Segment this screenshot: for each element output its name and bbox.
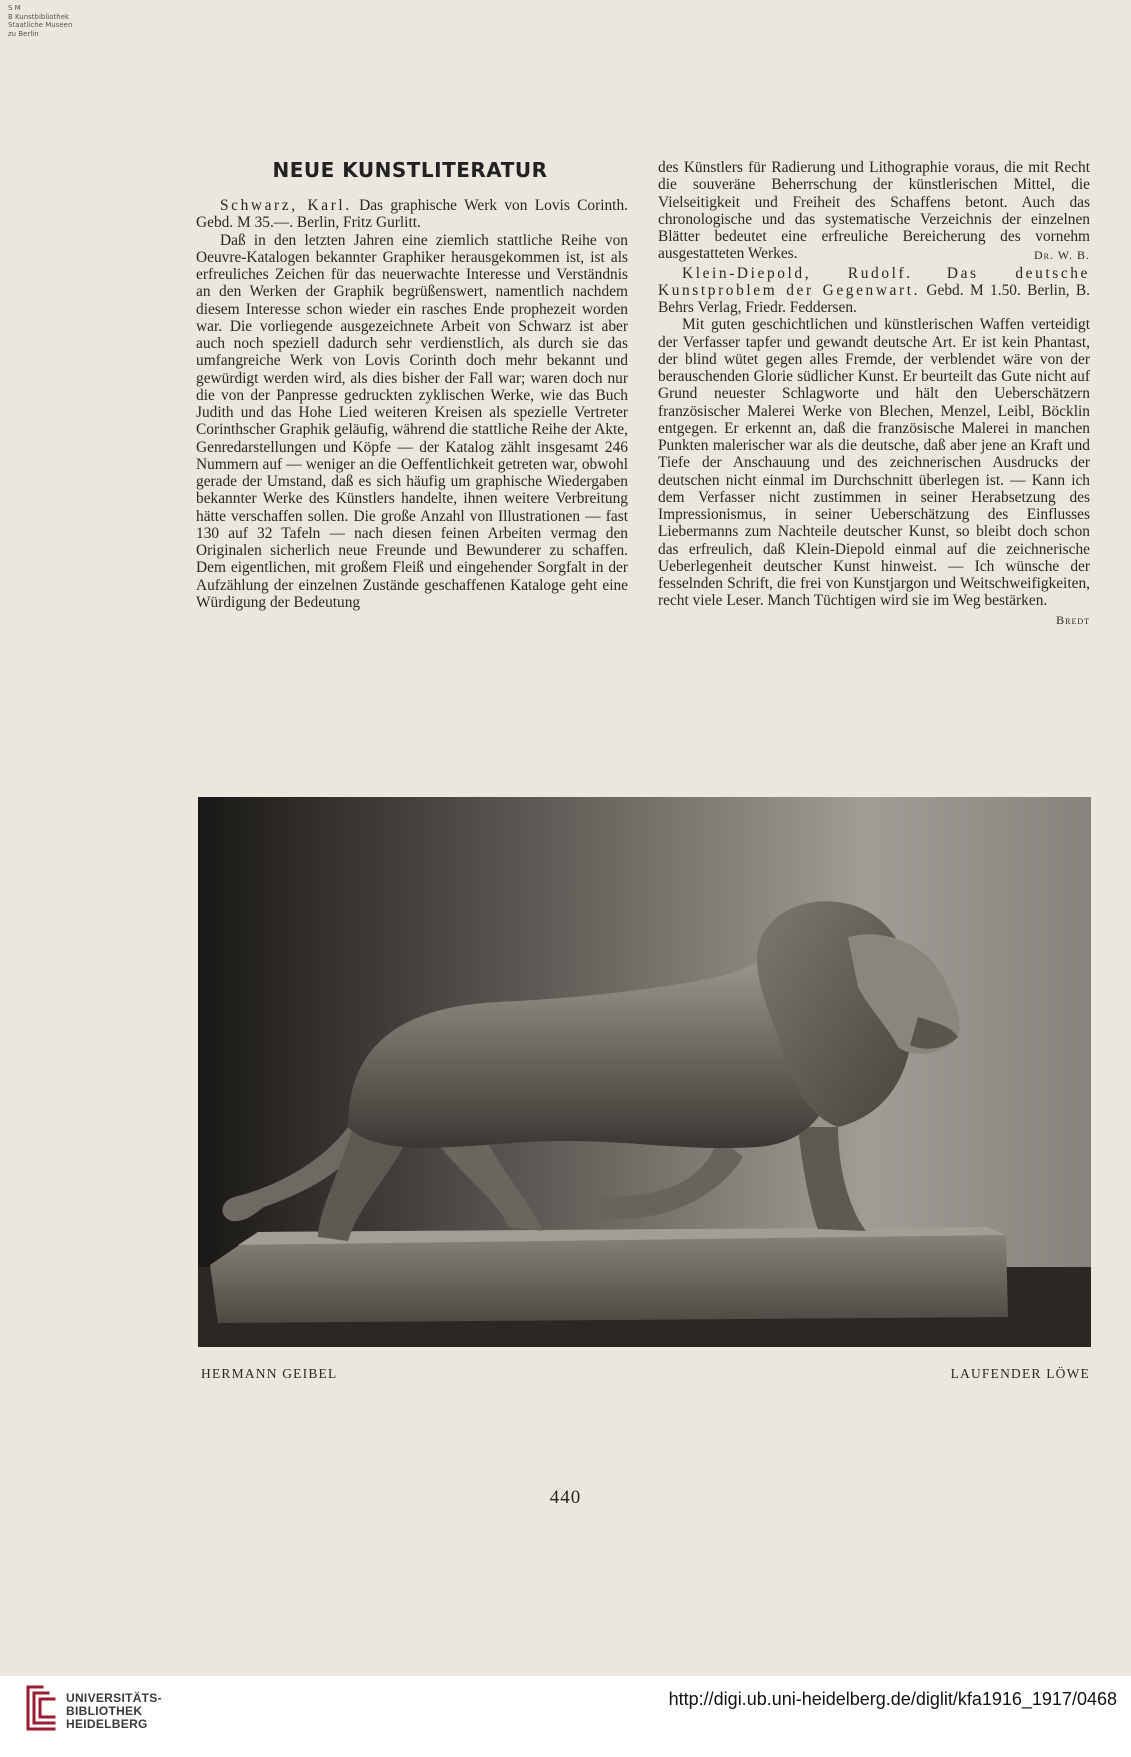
page-number: 440 (549, 1487, 582, 1508)
review1-body: Daß in den letzten Jahren eine ziemlich stattliche Reihe von Oeuvre-Katalogen bekannter Graphiker herausgekommen ist, ist als erfreuliches Zeichen für das neuerwachte Interesse und Verständnis an den Werken der Graphik begrüßenswert, namentlich nachdem diesem Interesse schon wieder ein rasches Ende prophezeit worden war. Die vorliegende ausgezeichnete Arbeit von Schwarz ist aber auch noch speziell dadurch sehr verdienstlich, als durch sie das umfangreiche Werk von Lovis Corinth doch mehr bekannt und gewürdigt werden wird, als dies bisher der Fall war; waren doch nur die von der Panpresse gedruckten zyklischen Werke, wie das Buch Judith und das Hohe Lied weiteren Kreisen als spezielle Vertreter Corinthscher Graphik geläufig, während die stattliche Reihe der Akte, Genredarstellungen und Köpfe — der Katalog zählt insgesamt 246 Nummern auf — weniger an die Oeffentlichkeit getreten war, obwohl gerade der Umstand, daß es sich häufig um graphische Wiedergaben bekannter Werke des Künstlers handelte, ihnen weitere Verbreitung hätte verschaffen sollen. Die große Anzahl von Illustrationen — fast 130 auf 32 Tafeln — nach diesen feinen Arbeiten vermag den Originalen sicherlich neue Freunde und Bewunderer zu schaffen. Dem eigentlichen, mit großem Fleiß und eingehender Sorgfalt in der Aufzählung der einzelnen Zustände geschaffenen Kataloge geht eine Würdigung der Bedeutung (196, 231, 628, 611)
review2-body-text: Mit guten geschichtlichen und künstlerischen Waffen verteidigt der Verfasser tapfer und gewandt deutsche Art. Er ist kein Phantast, der blind wütet gegen alles Fremde, der verblendet wäre von der berauschenden Glorie südlicher Kunst. Er beurteilt das Gute nicht auf Grund neuester Schlagworte und hält den Ueberschätzern französischer Malerei Werke von Blechen, Menzel, Leibl, Böcklin entgegen. Er erkennt an, daß die französische Malerei in manchen Punkten malerischer war als die deutsche, daß aber jene an Kraft und Tiefe der Anschauung und des zeichnerischen Ausdrucks der deutschen nicht einmal im Durchschnitt überlegen ist. — Kann ich dem Verfasser nicht zustimmen in seiner Herabsetzung des Impressionismus, in seiner Ueberschätzung des Einflusses Liebermanns zum Nachteile deutscher Kunst, so bleibt doch schon das erfreulich, daß Klein-Diepold einmal auf die zeichnerische Ueberlegenheit deutscher Kunst hinweist. — Ich wünsche der fesselnden Schrift, die frei von Kunstjargon und Weitschweifigkeiten, recht viele Leser. Manch Tüchtigen wird sie im Weg bestärken. (658, 316, 1090, 610)
left-column (196, 197, 628, 611)
review2-title: Das deutsche Kunstproblem der Gegenwart. (658, 264, 1090, 299)
page-title: NEUE KUNSTLITERATUR (272, 158, 548, 182)
right-column (658, 159, 1090, 629)
review1-citation: Das graphische Werk von Lovis Corinth. Gebd. M 35.—. Berlin, Fritz Gurlitt. (196, 197, 629, 232)
university-library-logo-icon (24, 1683, 60, 1733)
source-url-link[interactable]: http://digi.ub.uni-heidelberg.de/diglit/kfa1916_1917/0468 (668, 1689, 1117, 1709)
review2-heading (658, 265, 1090, 317)
review2-citation: Gebd. M 1.50. Berlin, B. Behrs Verlag, Friedr. Feddersen. (658, 281, 1090, 316)
library-name (66, 1692, 162, 1731)
caption-title: LAUFENDER LÖWE (950, 1366, 1090, 1381)
review2-signature: Bredt (1056, 612, 1090, 627)
stamp-line: S M (8, 4, 21, 12)
review2-author: Klein-Diepold, Rudolf. (682, 264, 913, 282)
review1-signature: Dr. W. B. (1033, 248, 1090, 263)
review1-author: Schwarz, Karl. (220, 197, 352, 214)
library-stamp (8, 4, 72, 38)
stamp-line: B Kunstbibliothek (8, 12, 70, 21)
stamp-line: zu Berlin (8, 29, 39, 38)
lion-sculpture-image (198, 797, 1091, 1347)
review1-heading (196, 197, 628, 232)
library-name-line: HEIDELBERG (66, 1717, 148, 1731)
caption-artist: HERMANN GEIBEL (201, 1366, 338, 1381)
lion-sculpture-photo (198, 797, 1091, 1347)
library-name-line: UNIVERSITÄTS- (66, 1691, 162, 1705)
library-name-line: BIBLIOTHEK (66, 1704, 143, 1718)
stamp-line: Staatliche Museen (8, 21, 73, 29)
review2-body (658, 316, 1090, 627)
review1-continuation-text: des Künstlers für Radierung und Lithographie voraus, die mit Recht die souveräne Beherrschung der künstlerischen Mittel, die Vielseitigkeit und Freiheit des Schaffens betont. Auch das chronologische und das systematische Verzeichnis der einzelnen Blätter bedeutet eine erfreuliche Bereicherung des vornehm ausgestatteten Werkes. (658, 159, 1090, 263)
review1-continuation (658, 159, 1090, 263)
